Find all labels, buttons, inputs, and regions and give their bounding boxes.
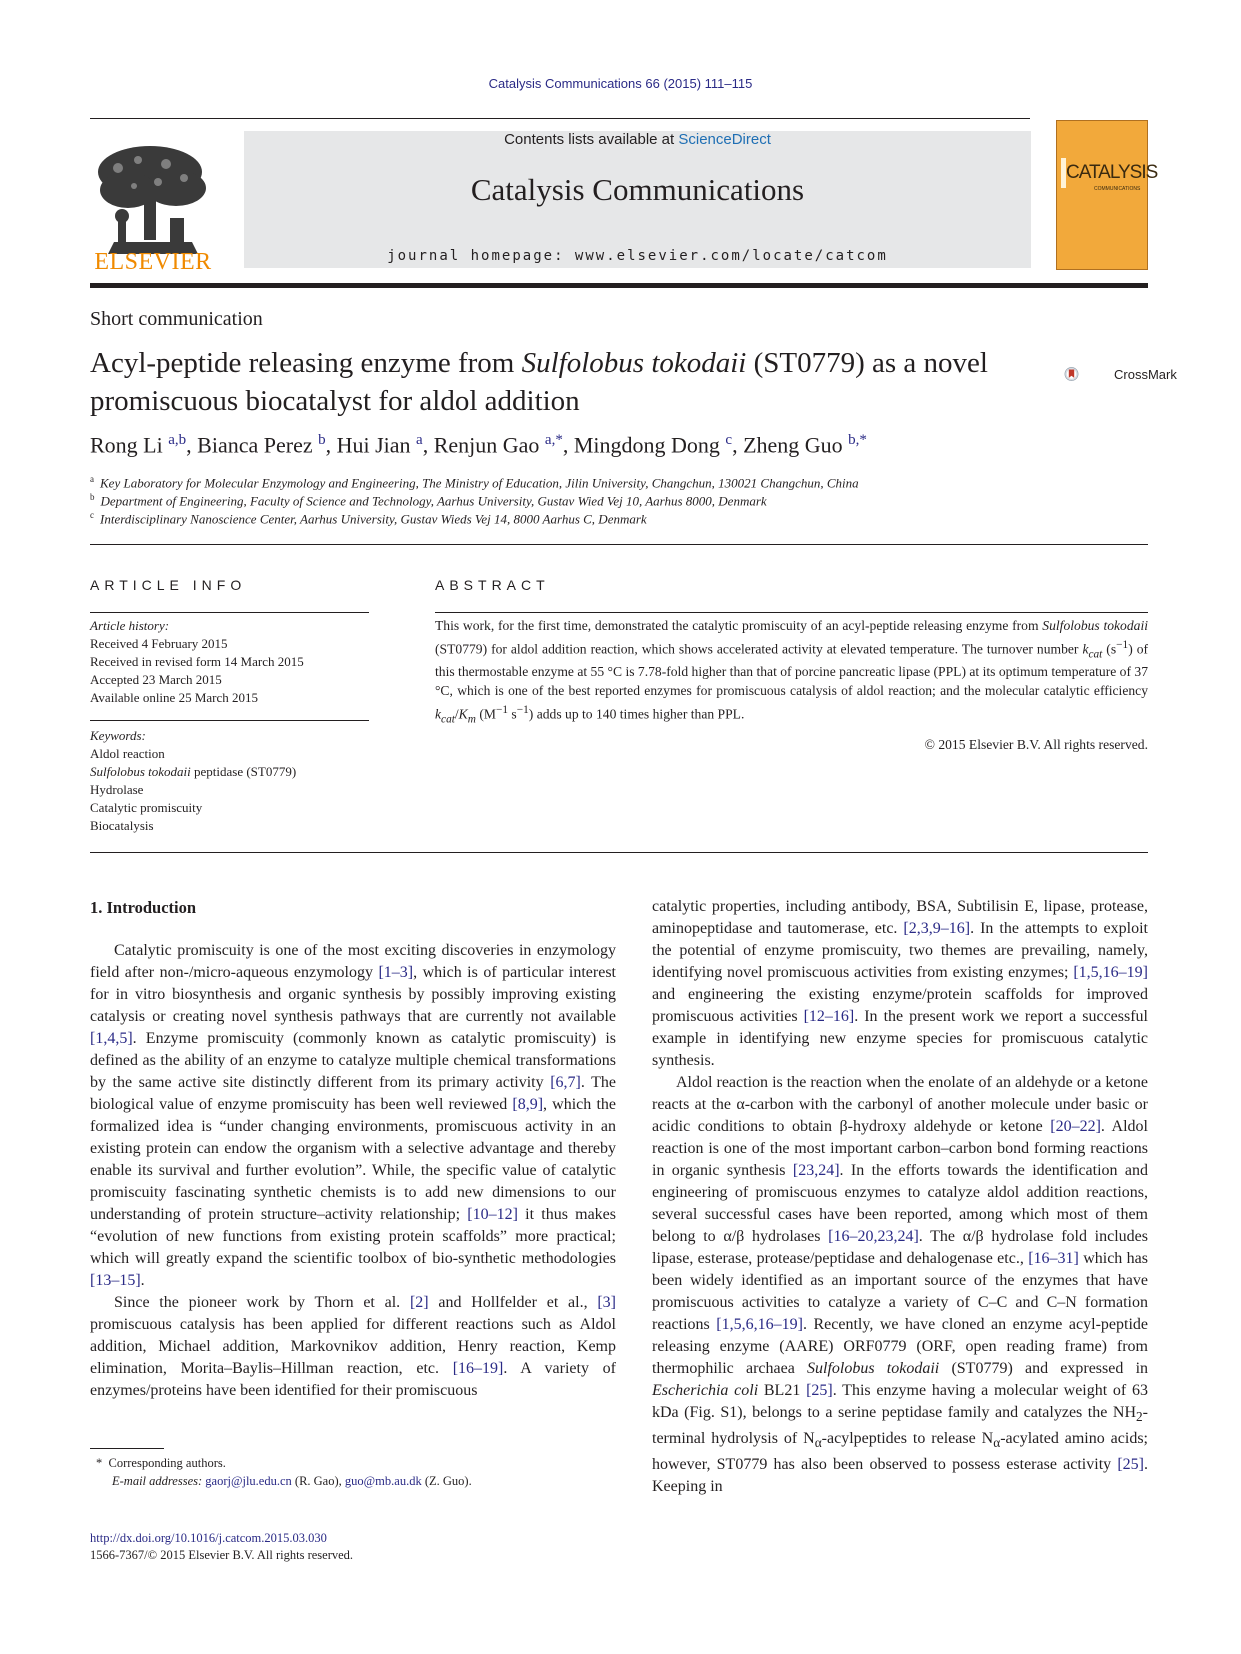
keywords-label: Keywords:: [90, 728, 146, 743]
reference-link[interactable]: [13–15]: [90, 1272, 141, 1289]
author-sep: ,: [732, 432, 744, 458]
reference-link[interactable]: [8,9]: [512, 1096, 544, 1113]
reference-link[interactable]: [2]: [409, 1294, 429, 1311]
affiliation-key: c: [90, 510, 94, 520]
author-sep: ,: [186, 432, 198, 458]
doi-link[interactable]: http://dx.doi.org/10.1016/j.catcom.2015.03.030: [90, 1531, 327, 1545]
affiliation-text: Department of Engineering, Faculty of Science and Technology, Aarhus University, Gustav Wied Vej 10, Aarhus 8000, Denmark: [100, 493, 767, 509]
keyword-rest: peptidase (ST0779): [190, 764, 297, 779]
crossmark-label[interactable]: CrossMark: [1114, 367, 1177, 382]
history-accepted: Accepted 23 March 2015: [90, 672, 222, 687]
affiliation-c: [90, 510, 647, 527]
abstract-seg: ) adds up to 140 times higher than PPL.: [528, 706, 745, 722]
sciencedirect-link[interactable]: ScienceDirect: [678, 131, 771, 148]
journal-citation[interactable]: Catalysis Communications 66 (2015) 111–115: [488, 76, 753, 91]
author-5-affil[interactable]: c: [725, 432, 733, 448]
abstract-copyright: © 2015 Elsevier B.V. All rights reserved.: [924, 737, 1148, 752]
section-rule: [90, 852, 1148, 853]
info-rule: [90, 720, 369, 721]
history-received: Received 4 February 2015: [90, 636, 228, 651]
abstract-seg: (ST0779) for aldol addition reaction, which shows accelerated activity at elevated temperature. The turnover number: [435, 641, 1083, 657]
reference-link[interactable]: [25]: [806, 1382, 833, 1399]
reference-link[interactable]: [6,7]: [550, 1074, 581, 1091]
contents-available-line: [244, 131, 1031, 148]
email-line: [96, 1472, 472, 1490]
title-species: Sulfolobus tokodaii: [521, 347, 747, 379]
keywords: [90, 727, 296, 835]
header-thick-rule: [90, 283, 1148, 288]
reference-link[interactable]: [20–22]: [1050, 1118, 1101, 1135]
abstract-seg: This work, for the first time, demonstrated the catalytic promiscuity of an acyl-peptide releasing enzyme from: [435, 618, 1043, 633]
kcat-subscript: cat: [1088, 647, 1103, 660]
keyword: [90, 763, 296, 781]
paragraph: Aldol reaction is the reaction when the enolate of an aldehyde or a ketone reacts at the α-carbon with the carbonyl of another molecule under basic or acidic conditions to obtain β-hydroxy aldehyde or ketone [20–22]. Aldol reaction is one of the most important carbon–carbon bond forming reactions in organic synthesis [23,24]. In the efforts towards the identification and engineering of promiscuous enzymes to catalyze aldol addition reactions, several successful cases have been reported, among which most of them belong to α/β hydrolases [16–20,23,24]. The α/β hydrolase fold includes lipase, esterase, protease/peptidase and dehalogenase etc., [16–31] which has been widely identified as an important source of the enzymes that have promiscuous activities to catalyze a variety of C–C and C–N formation reactions [1,5,6,16–19]. Recently, we have cloned an enzyme acyl-peptide releasing enzyme (AARE) ORF0779 (ORF, open reading frame) from thermophilic archaea Sulfolobus tokodaii (ST0779) and expressed in Escherichia coli BL21 [25]. This enzyme having a molecular weight of 63 kDa (Fig. S1), belongs to a serine peptidase family and catalyzes the $NH_2$-terminal hydrolysis of $N_\alpha$-acylpeptides to release $N_\alpha$-acylated amino acids; however, ST0779 has also been observed to possess esterase activity [25]. Keeping in: [652, 1074, 1149, 1496]
paragraph: catalytic properties, including antibody, BSA, Subtilisin E, lipase, protease, aminopeptidase and tautomerase, etc. [2,3,9–16]. In the attempts to exploit the potential of enzyme promiscuity, two themes are prevailing, namely, identifying novel promiscuous activities from existing enzymes; [1,5,16–19] and engineering the existing enzyme/protein scaffolds for improved promiscuous activities [12–16]. In the present work we report a successful example in identifying new enzyme species for promiscuous catalytic synthesis.: [652, 898, 1148, 1069]
reference-link[interactable]: [12–16]: [803, 1008, 855, 1025]
reference-link[interactable]: [2,3,9–16]: [903, 920, 971, 937]
author-sep: ,: [422, 432, 434, 458]
abstract-heading: ABSTRACT: [435, 577, 550, 593]
info-rule: [90, 612, 369, 613]
author-6[interactable]: Zheng Guo: [743, 432, 849, 458]
author-3[interactable]: Hui Jian: [336, 432, 417, 458]
abstract-rule: [435, 612, 1148, 613]
footnote-label: Corresponding authors.: [108, 1456, 226, 1470]
issn-copyright: 1566-7367/© 2015 Elsevier B.V. All rights reserved.: [90, 1548, 354, 1562]
kcat-subscript: cat: [441, 712, 455, 725]
reference-link[interactable]: [25]: [1117, 1456, 1144, 1474]
unit-exponent: −1: [516, 703, 529, 716]
history-revised: Received in revised form 14 March 2015: [90, 654, 304, 669]
keyword: Hydrolase: [90, 782, 144, 797]
email-label: E-mail addresses:: [112, 1474, 206, 1488]
article-history: [90, 617, 304, 707]
history-online: Available online 25 March 2015: [90, 690, 258, 705]
email-link-guo[interactable]: guo@mb.au.dk: [344, 1474, 422, 1488]
header-rule: [90, 118, 1030, 119]
km-subscript: m: [467, 712, 476, 725]
affiliation-key: b: [90, 492, 95, 502]
article-info-heading: ARTICLE INFO: [90, 577, 247, 593]
footnote-line: [96, 1454, 472, 1472]
reference-link[interactable]: [1,5,6,16–19]: [716, 1316, 803, 1333]
cover-title: CATALYSIS: [1066, 162, 1158, 183]
footnote-rule: [90, 1448, 164, 1449]
reference-link[interactable]: [10–12]: [467, 1206, 518, 1223]
affiliation-text: Key Laboratory for Molecular Enzymology and Engineering, The Ministry of Education, Jilin University, Changchun, 130021 Changchun, China: [100, 475, 859, 491]
kcat-symbol: k: [1082, 641, 1089, 657]
elsevier-wordmark: ELSEVIER: [94, 249, 212, 275]
km-symbol: K: [458, 706, 468, 722]
abstract-species: Sulfolobus tokodaii: [1042, 618, 1148, 633]
reference-link[interactable]: [3]: [597, 1294, 616, 1311]
author-1[interactable]: Rong Li: [90, 432, 169, 458]
reference-link[interactable]: [16–19]: [452, 1360, 504, 1377]
email-owner: (Z. Guo).: [421, 1474, 472, 1488]
title-part-2: (ST0779) as a novel promiscuous biocatalyst for aldol addition: [90, 347, 988, 417]
unit-exponent: −1: [495, 703, 509, 716]
affiliation-key: a: [90, 474, 94, 484]
unit-exponent: −1: [1116, 638, 1129, 651]
corresponding-author-footnote: [96, 1454, 472, 1490]
author-2[interactable]: Bianca Perez: [197, 432, 319, 458]
article-title: [90, 344, 990, 420]
author-4-affil[interactable]: a,*: [544, 432, 563, 448]
abstract-seg: s: [508, 706, 517, 722]
author-5[interactable]: Mingdong Dong: [573, 432, 726, 458]
journal-homepage[interactable]: journal homepage: www.elsevier.com/locate/catcom: [387, 248, 888, 264]
section-rule: [90, 544, 1148, 545]
affiliation-text: Interdisciplinary Nanoscience Center, Aarhus University, Gustav Wieds Vej 14, 8000 Aarhus C, Denmark: [100, 511, 647, 527]
author-sep: ,: [325, 432, 337, 458]
journal-cover-image: [1056, 120, 1148, 270]
email-owner: (R. Gao),: [291, 1474, 345, 1488]
paragraph: Since the pioneer work by Thorn et al. [2] and Hollfelder et al., [3] promiscuous catalysis has been applied for different reactions such as Aldol addition, Michael addition, Markovnikov addition, Henry reaction, Kemp elimination, Morita–Baylis–Hillman reaction, etc. [16–19]. A variety of enzymes/proteins have been identified for their promiscuous: [90, 1294, 617, 1399]
keyword: Catalytic promiscuity: [90, 800, 203, 815]
reference-link[interactable]: [16–31]: [1028, 1250, 1079, 1267]
reference-link[interactable]: [16–20,23,24]: [828, 1228, 919, 1245]
email-link-gao[interactable]: gaorj@jlu.edu.cn: [205, 1474, 292, 1488]
title-part-1: Acyl-peptide releasing enzyme from: [90, 347, 522, 379]
keyword: Biocatalysis: [90, 818, 154, 833]
keyword-species: Sulfolobus tokodaii: [90, 764, 191, 779]
author-list: [90, 432, 867, 458]
affiliation-a: [90, 474, 859, 491]
author-sep: ,: [562, 432, 574, 458]
paragraph: Catalytic promiscuity is one of the most exciting discoveries in enzymology field after non-/micro-aqueous enzymology [1–3], which is of particular interest for in vitro biosynthesis and organic synthesis by possibly improving existing catalysis or creating novel synthesis pathways that are currently not available [1,4,5]. Enzyme promiscuity (commonly known as catalytic promiscuity) is defined as the ability of an enzyme to catalyze multiple chemical transformations by the same active site distinctly different from its primary activity [6,7]. The biological value of enzyme promiscuity has been well reviewed [8,9], which the formalized idea is “under changing environments, promiscuous activity in an existing protein can endow the organism with a selective advantage and thereby enable its survival and further evolution”. While, the specific value of catalytic promiscuity fascinating synthetic chemists is to add new dimensions to our understanding of protein structure–activity relationship; [10–12] it thus makes “evolution of new functions from existing protein scaffolds” more practical; which will greatly expand the scientific toolbox of bio-synthetic methodologies [13–15].: [90, 942, 617, 1289]
journal-name: Catalysis Communications: [470, 172, 805, 207]
cover-subtitle: COMMUNICATIONS: [1094, 186, 1141, 192]
abstract-seg: (s: [1102, 641, 1117, 657]
abstract-text: [435, 617, 1148, 728]
crossmark-icon[interactable]: [1064, 350, 1112, 398]
author-1-affil[interactable]: a,b: [168, 432, 187, 448]
author-4[interactable]: Renjun Gao: [433, 432, 545, 458]
affiliation-b: [90, 492, 767, 509]
abstract-seg: /: [454, 706, 459, 722]
history-label: Article history:: [90, 618, 170, 633]
author-2-affil[interactable]: b: [318, 432, 326, 448]
contents-prefix: Contents lists available at: [504, 131, 679, 148]
author-3-affil[interactable]: a: [416, 432, 423, 448]
doi-block: [90, 1530, 353, 1564]
body-column-right: [652, 896, 1148, 1498]
footnote-mark: *: [96, 1456, 103, 1470]
article-type: Short communication: [90, 308, 263, 330]
keyword: Aldol reaction: [90, 746, 165, 761]
section-heading-introduction: 1. Introduction: [90, 898, 197, 917]
abstract-seg: (M: [475, 706, 496, 722]
reference-link[interactable]: [23,24]: [792, 1162, 840, 1179]
author-6-affil[interactable]: b,*: [848, 432, 867, 448]
reference-link[interactable]: [1,5,16–19]: [1073, 964, 1148, 981]
abstract-seg: ) of this thermostable enzyme at 55 °C is 7.78-fold higher than that of porcine pancreatic lipase (PPL) at its optimum temperature of 37 °C, which is one of the best reported enzymes for promiscuous catalysis of aldol reaction; and the molecular catalytic efficiency: [435, 641, 1149, 699]
reference-link[interactable]: [1–3]: [378, 964, 414, 981]
body-column-left: [90, 940, 616, 1402]
reference-link[interactable]: [1,4,5]: [90, 1030, 133, 1047]
kcat-symbol: k: [435, 706, 442, 722]
